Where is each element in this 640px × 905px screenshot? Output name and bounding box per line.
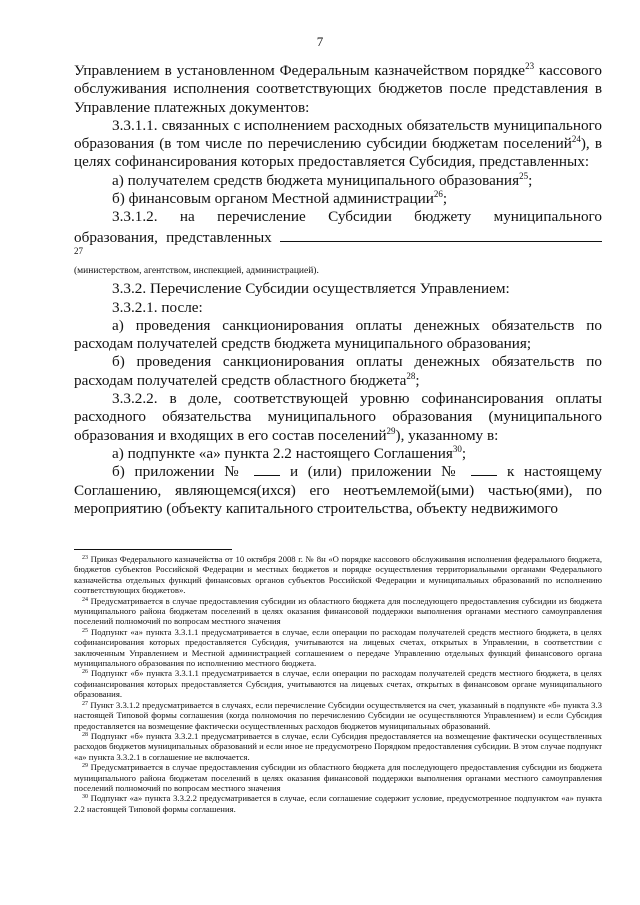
footnote-ref: 28 [406,370,416,381]
footnote-ref: 27 [74,245,83,256]
paragraph: а) получателем средств бюджета муниципального образования$^{25}$; [112,170,533,189]
footnote: $^{23}$ Приказ Федерального казначейства от 10 октября 2008 г. № 8н «О порядке кассового обслуживания исполнения федерального бюджета, бюджетов субъектов Российской Федерации и местных бюджетов и порядке осуществления территориальными органами Федерального казначейства отдельных функций финансовых органов субъектов Российской Федерации и муниципальных образований по исполнению соответствующих бюджетов». [74,554,602,596]
fill-in-line [280,227,602,242]
paragraph: 3.3.1.2. на перечисление Субсидии бюджету муниципального [112,208,602,226]
footnote: $^{28}$ Подпункт «б» пункта 3.3.2.1 предусматривается в случае, если Субсидия предоставляется на возмещение фактически осуществленных расходов бюджетов муниципальных образований и если иное не предусмотрено Порядком предоставления субсидии. В этом случае подпункт «а» пункта 3.3.2.1 в соглашение не включается. [74,730,602,762]
footnote: $^{27}$ Пункт 3.3.1.2 предусматривается в случаях, если перечисление Субсидии осуществляется на счет, указанный в подпункте «б» пункта 3.3 настоящей Типовой формы соглашения (когда полномочия по перечислению Субсидии не осуществляются Управлением) и если Субсидия предоставляется на возмещение фактически осуществленных расходов бюджетов муниципальных образований. [74,699,602,731]
paragraph: 3.3.2. Перечисление Субсидии осуществляется Управлением: [112,280,510,298]
fill-line-caption: (министерством, агентством, инспекцией, администрацией). [74,266,319,277]
fill-in-line [254,463,280,476]
footnote: $^{25}$ Подпункт «а» пункта 3.3.1.1 предусматривается в случае, если операции по расходам получателей средств местного бюджета, в целях софинансирования которых предоставляется Субсидия, учитываются на лицевых счетах, открытых в Управлении, в соответствии с заключенным Управлением и Местной администрацией соглашением о передаче Управлению отдельных функций финансового органа муниципального образования по исполнению местного бюджета. [74,626,602,669]
paragraph: а) подпункте «а» пункта 2.2 настоящего Соглашения$^{30}$; [112,443,467,462]
body-text [74,62,602,518]
footnote-ref: 29 [386,425,396,436]
footnote-ref: 26 [433,189,443,200]
paragraph: а) проведения санкционирования оплаты денежных обязательств по расходам получателей средств бюджета муниципального образования; [74,316,602,353]
footnote-separator [74,549,232,550]
paragraph: образования, представленных $^{27}$ [74,227,602,266]
footnote: $^{26}$ Подпункт «б» пункта 3.3.1.1 предусматривается в случае, если операции по расходам получателей средств местного бюджета, в целях софинансирования которых предоставляется Субсидия, учитываются на лицевых счетах, открытых в финансовом органе муниципального образования. [74,668,602,700]
page-number: 7 [316,34,324,49]
footnote-ref: 30 [452,443,462,454]
footnote: $^{30}$ Подпункт «а» пункта 3.3.2.2 предусматривается в случае, если соглашение содержит условие, предусмотренное подпунктом «а» пункта 2.2 настоящей Типовой формы соглашения. [74,793,602,814]
paragraph: б) финансовым органом Местной администрации$^{26}$; [112,189,448,208]
footnote-ref: 23 [525,61,535,71]
paragraph: Управлением в установленном Федеральным казначейством порядке$^{23}$ кассового обслуживания исполнения соответствующих бюджетов после представления в Управление платежных документов: [74,61,602,116]
footnote: $^{24}$ Предусматривается в случае предоставления субсидии из областного бюджета для последующего предоставления субсидии из бюджета муниципального района бюджетам поселений в целях оказания финансовой поддержки выполнения органами местного самоуправления поселений полномочий по вопросам местного значения [74,595,602,627]
footnotes [74,554,602,814]
footnote-ref: 24 [571,134,581,145]
footnote: $^{29}$ Предусматривается в случае предоставления субсидии из областного бюджета для последующего предоставления субсидии из бюджета муниципального района бюджетам поселений в целях оказания финансовой поддержки выполнения органами местного самоуправления поселений полномочий по вопросам местного значения [74,762,602,793]
paragraph: 3.3.2.1. после: [112,298,203,316]
paragraph: б) приложении № и (или) приложении № к настоящему Соглашению, являющемся(ихся) его неотъемлемой(ыми) частью(ями), по мероприятию (объекту капитального строительства, объекту недвижимого [74,463,602,517]
footnote-ref: 25 [519,170,529,181]
paragraph: 3.3.2.2. в доле, соответствующей уровню софинансирования оплаты расходного обязательства муниципального образования (муниципального образования и входящих в его состав поселений$^{29}$), указанному в: [74,390,602,444]
paragraph: б) проведения санкционирования оплаты денежных обязательств по расходам получателей средств областного бюджета$^{28}$; [74,353,602,389]
paragraph: 3.3.1.1. связанных с исполнением расходных обязательств муниципального образования (в том числе по перечислению субсидии бюджетам поселений$^{24}$), в целях софинансирования которых предоставляется Субсидия, представленных: [74,116,602,171]
fill-in-line [471,463,497,476]
